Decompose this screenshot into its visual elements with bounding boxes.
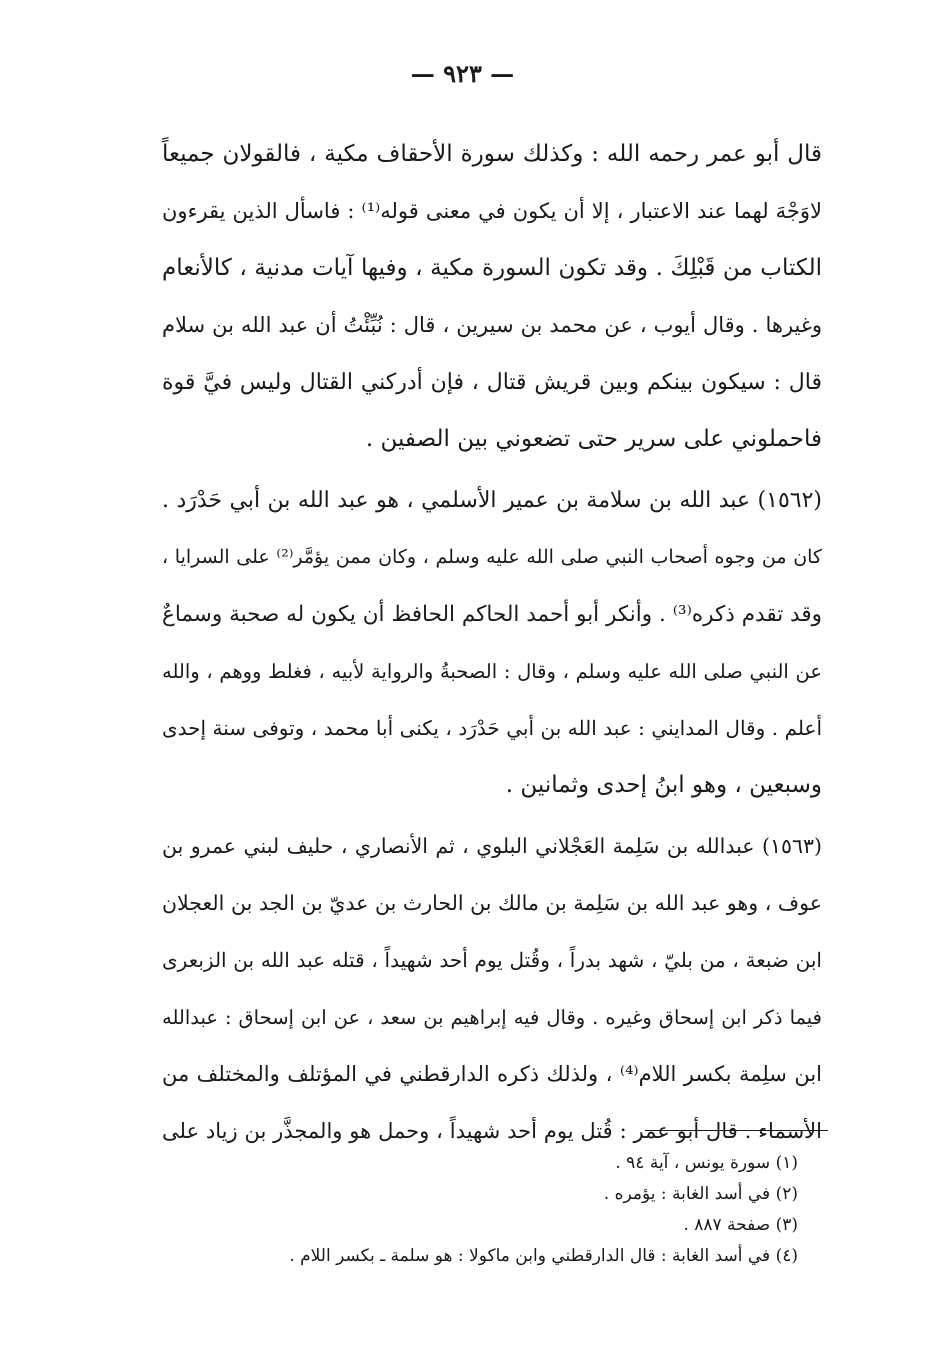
footnote-2: (٢) في أسد الغابة : يؤمره . bbox=[603, 1184, 798, 1204]
entry-1563-first-line: (١٥٦٣) عبدالله بن سَلِمة العَجْلاني البلوي ، ثم الأنصاري ، حليف لبني عمرو بن bbox=[162, 834, 822, 858]
footnote-divider bbox=[645, 1130, 828, 1131]
text-line: فيما ذكر ابن إسحاق وغيره . وقال فيه إبراهيم بن سعد ، عن ابن إسحاق : عبدالله bbox=[162, 1006, 822, 1029]
footnote-4: (٤) في أسد الغابة : قال الدارقطني وابن ماكولا : هو سلمة ـ بكسر اللام . bbox=[289, 1246, 798, 1266]
page-number: — ٩٢٣ — bbox=[410, 59, 515, 88]
footnote-1: (١) سورة يونس ، آية ٩٤ . bbox=[615, 1153, 798, 1173]
footnotes bbox=[160, 1148, 798, 1272]
footnote-3: (٣) صفحة ٨٨٧ . bbox=[683, 1215, 798, 1235]
text-line: وسبعين ، وهو ابنُ إحدى وثمانين . bbox=[505, 772, 822, 798]
text-line: أعلم . وقال المدايني : عبد الله بن أبي حَدْرَد ، يكنى أبا محمد ، وتوفى سنة إحدى bbox=[162, 716, 822, 740]
text-line: فاحملوني على سرير حتى تضعوني بين الصفين . bbox=[365, 426, 822, 452]
text-line: وغيرها . وقال أيوب ، عن محمد بن سيرين ، قال : نُبِّئْتُ أن عبد الله بن سلام bbox=[162, 313, 822, 337]
text-line: لاوَجْهَ لهما عند الاعتبار ، إلا أن يكون في معنى قوله⁽¹⁾ : فاسأل الذين يقرءون bbox=[162, 199, 822, 223]
text-line: عن النبي صلى الله عليه وسلم ، وقال : الصحبةُ والرواية لأبيه ، فغلط ووهم ، والله bbox=[162, 660, 822, 683]
text-line: ابن ضبعة ، من بليّ ، شهد بدراً ، وقُتل يوم أحد شهيداً ، قتله عبد الله بن الزبعرى bbox=[162, 948, 822, 972]
text-line: الأسماء . قال أبو عمر : قُتل يوم أحد شهيداً ، وحمل هو والمجذَّر بن زياد على bbox=[162, 1119, 822, 1143]
text-line: قال أبو عمر رحمه الله : وكذلك سورة الأحقاف مكية ، فالقولان جميعاً bbox=[162, 141, 822, 167]
text-line: ابن سلِمة بكسر اللام⁽⁴⁾ ، ولذلك ذكره الدارقطني في المؤتلف والمختلف من bbox=[162, 1062, 823, 1086]
text-line: قال : سيكون بينكم وبين قريش قتال ، فإن أدركني القتال وليس فيَّ قوة bbox=[162, 370, 822, 395]
text-line: الكتاب من قَبْلِكَ . وقد تكون السورة مكية ، وفيها آيات مدنية ، كالأنعام bbox=[162, 255, 822, 281]
text-line: عوف ، وهو عبد الله بن سَلِمة بن مالك بن الحارث بن عديّ بن الجد بن العجلان bbox=[162, 891, 822, 915]
text-line: كان من وجوه أصحاب النبي صلى الله عليه وسلم ، وكان ممن يؤمَّر⁽²⁾ على السرايا ، bbox=[162, 546, 822, 568]
text-line: وقد تقدم ذكره⁽³⁾ . وأنكر أبو أحمد الحاكم الحافظ أن يكون له صحبة وسماعٌ bbox=[162, 602, 823, 627]
body-text bbox=[162, 126, 822, 1160]
entry-1562-first-line: (١٥٦٢) عبد الله بن سلامة بن عمير الأسلمي ، هو عبد الله بن أبي حَدْرَد . bbox=[162, 488, 822, 513]
